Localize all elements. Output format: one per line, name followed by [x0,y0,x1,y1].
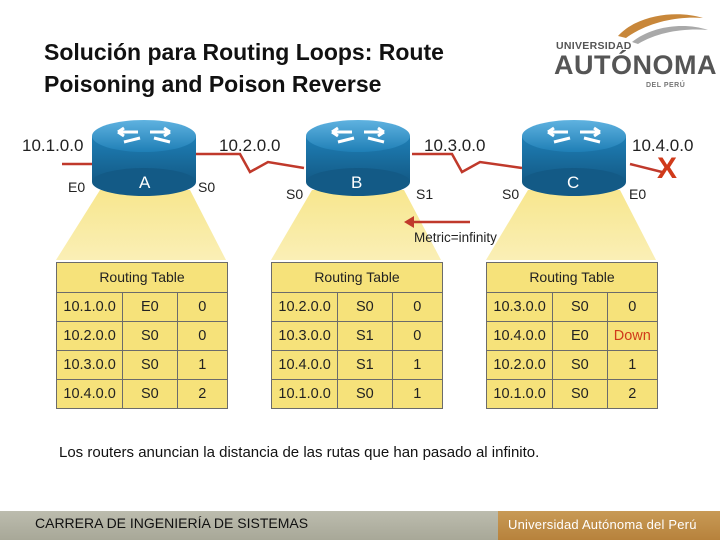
port-a-right: S0 [198,179,216,195]
table-cell: 10.2.0.0 [272,293,338,321]
network-label-1: 10.1.0.0 [22,136,84,155]
footer-bar [0,511,720,540]
logo-line-1: UNIVERSIDAD [556,40,632,52]
table-cell: E0 [553,322,607,350]
table-row [487,351,657,380]
routing-table-header: Routing Table [57,263,227,293]
metric-infinity-label: Metric=infinity [414,230,497,245]
router-c-name: C [567,173,580,192]
table-cell: S1 [338,322,392,350]
university-logo [548,8,717,98]
slide-caption: Los routers anuncian la distancia de las rutas que han pasado al infinito. [59,444,540,461]
metric-arrow-icon [404,216,470,228]
port-c-left: S0 [502,186,520,202]
table-row [272,293,442,322]
table-cell: 10.3.0.0 [57,351,123,379]
table-row [272,380,442,408]
logo-line-3: DEL PERÚ [646,82,686,89]
table-cell: S0 [553,351,607,379]
table-cell: S0 [123,380,177,408]
route-down-badge: Down [613,328,651,344]
port-b-right: S1 [416,186,434,202]
port-b-left: S0 [286,186,304,202]
table-row [272,322,442,351]
table-cell: 1 [198,357,207,373]
link-a-b [196,154,304,172]
table-cell: 0 [198,299,207,315]
table-cell: 10.1.0.0 [487,380,553,408]
table-cell: S0 [123,351,177,379]
table-cell: 0 [628,299,637,315]
footer-career-text: CARRERA DE INGENIERÍA DE SISTEMAS [35,515,309,531]
network-diagram [0,110,720,410]
table-cell: S1 [338,351,392,379]
title-line-1: Solución para Routing Loops: Route [44,39,444,65]
table-row [487,380,657,408]
table-row [487,322,657,351]
table-cell: 10.3.0.0 [272,322,338,350]
table-cell: S0 [553,380,607,408]
table-row [272,351,442,380]
routing-table-b [271,262,443,409]
table-cell: 2 [628,386,637,402]
footer-left-panel [0,511,498,540]
routing-table-header: Routing Table [272,263,442,293]
table-cell: S0 [123,322,177,350]
network-label-2: 10.2.0.0 [219,136,281,155]
slide-title [44,36,544,100]
port-c-right: E0 [629,186,647,202]
link-b-c [412,154,522,172]
table-cell: 10.1.0.0 [272,380,338,408]
title-line-2: Poisoning and Poison Reverse [44,71,382,97]
table-cell: S0 [338,293,392,321]
table-cell: 10.2.0.0 [57,322,123,350]
table-cell: E0 [123,293,177,321]
footer-university-text: Universidad Autónoma del Perú [508,517,697,532]
table-row [57,380,227,408]
table-cell: 1 [628,357,637,373]
table-row [57,322,227,351]
routing-table-a [56,262,228,409]
table-cell: 10.1.0.0 [57,293,123,321]
table-cell: 1 [413,386,422,402]
router-a-beam [56,190,226,260]
table-cell: 10.4.0.0 [57,380,123,408]
failure-x-icon: X [657,152,678,185]
router-b-name: B [351,173,363,192]
table-cell: 10.4.0.0 [487,322,553,350]
routing-table-header: Routing Table [487,263,657,293]
table-cell: 0 [413,299,422,315]
network-label-4: 10.4.0.0 [632,136,694,155]
table-cell: 10.2.0.0 [487,351,553,379]
table-cell: 0 [413,328,422,344]
routing-table-c [486,262,658,409]
footer-right-panel [498,511,720,540]
router-a-name: A [139,173,151,192]
table-cell: S0 [338,380,392,408]
table-row [487,293,657,322]
table-cell: 10.3.0.0 [487,293,553,321]
table-row [57,351,227,380]
logo-line-2: AUTÓNOMA [554,50,717,80]
table-row [57,293,227,322]
table-cell: 1 [413,357,422,373]
table-cell: 0 [198,328,207,344]
table-cell: S0 [553,293,607,321]
table-cell: 2 [198,386,207,402]
table-cell: 10.4.0.0 [272,351,338,379]
port-a-left: E0 [68,179,86,195]
network-label-3: 10.3.0.0 [424,136,486,155]
